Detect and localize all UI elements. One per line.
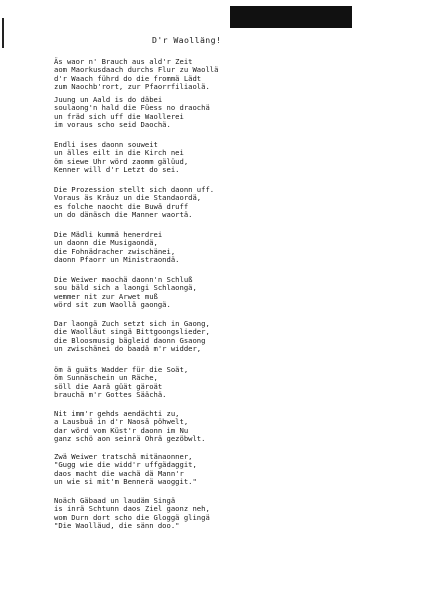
poem-line: daos macht die wachä dä Mann'r [54, 468, 184, 478]
poem-line: die Waolläut singä Bittgoongslieder, [54, 327, 210, 337]
stanza-11 [54, 497, 210, 530]
poem-line: Noäch Gäbaad un laudäm Singä [54, 496, 176, 505]
poem-line: "Die Waolläud, die sänn doo." [54, 520, 180, 530]
poem-line: Dar laongä Zuch setzt sich in Gaong, [54, 319, 210, 328]
stanza-8 [54, 366, 188, 399]
poem-line: wom Durn dort scho die Gloggä glingä [54, 512, 210, 522]
scan-margin-mark [2, 18, 4, 48]
poem-line: un wie si mit'm Bennerä waoggit." [54, 476, 197, 486]
poem-line: Zwä Weiwer tratschä mitänaonner, [54, 452, 193, 461]
poem-line: aom Maorkusdaach durchs Flur zu Waollä [54, 65, 219, 75]
stanza-5 [54, 231, 180, 264]
poem-title: D'r Waolläng! [152, 35, 222, 45]
poem-line: un daonn die Musigaondä, [54, 238, 158, 248]
poem-line: Endli ises daonn souweit [54, 140, 158, 149]
stanza-10 [54, 453, 197, 486]
poem-line: söll die Aarä güät gäroät [54, 381, 163, 391]
stanza-9 [54, 410, 205, 443]
poem-line: dar wörd vom Küst'r daonn im Nu [54, 425, 189, 435]
poem-line: wörd sit zum Waollä gaongä. [54, 299, 171, 309]
poem-line: Voraus äs Kräuz un die Standaordä, [54, 193, 202, 203]
poem-line: ganz schö aon seinrä Ohrä gezöbwlt. [54, 433, 206, 443]
stanza-6 [54, 276, 197, 309]
poem-line: un do dänäsch die Manner waortä. [54, 209, 193, 219]
stanza-4 [54, 186, 214, 219]
poem-line: Äs waor n' Brauch aus ald'r Zeit [54, 57, 193, 66]
poem-line: Nit imm'r gehds aendächti zu, [54, 409, 180, 418]
poem-line: d'r Waach führd do die frommä Lädt [54, 73, 202, 83]
poem-line: un zwischänei do baadä m'r widder, [54, 343, 202, 353]
poem-line: die Fohnädracher zwischänei, [54, 246, 176, 256]
poem-line: öm siewe Uhr wörd zaomm gälüud, [54, 156, 189, 166]
poem-line: "Gugg wie die widd'r uffgädaggit, [54, 460, 197, 470]
poem-line: un fräd sich uff die Waollerei [54, 111, 184, 121]
poem-line: die Bloosmusig bägleid daonn Gsaong [54, 335, 206, 345]
redaction-block [230, 6, 352, 28]
poem-line: im voraus scho seid Daochä. [54, 119, 171, 129]
poem-line: öm ä guäts Wadder für die Soät, [54, 365, 189, 374]
poem-line: wemmer nit zur Arwet muß [54, 291, 158, 301]
poem-line: is inrä Schtunn daos Ziel gaonz neh, [54, 504, 210, 514]
poem-line: Die Weiwer maochä daonn'n Schluß [54, 275, 193, 284]
poem-line: a Lausbuä in d'r Naosä pöhwelt, [54, 417, 189, 427]
poem-line: Die Mädli kummä henerdrei [54, 230, 163, 239]
poem-line: sou bäld sich a laongi Schlaongä, [54, 283, 197, 293]
stanza-3 [54, 141, 188, 174]
poem-line: soulaong'n hald die Füess no draochä [54, 103, 210, 113]
stanza-7 [54, 320, 210, 353]
stanza-2 [54, 96, 210, 129]
poem-line: Kenner will d'r Letzt do sei. [54, 164, 180, 174]
poem-line: Die Prozession stellt sich daonn uff. [54, 185, 215, 194]
poem-line: brauchä m'r Gottes Säächä. [54, 389, 167, 399]
poem-line: zum Naochb'rort, zur Pfaorrfiliaolä. [54, 81, 210, 91]
poem-line: öm Sunnäschein un Räche, [54, 373, 158, 383]
poem-line: es folche naocht die Buwä druff [54, 201, 189, 211]
poem-line: daonn Pfaorr un Ministraondä. [54, 254, 180, 264]
stanza-1 [54, 58, 218, 91]
poem-line: un älles eilt in die Kirch nei [54, 148, 184, 158]
poem-line: Juung un Aald is do däbei [54, 95, 163, 104]
